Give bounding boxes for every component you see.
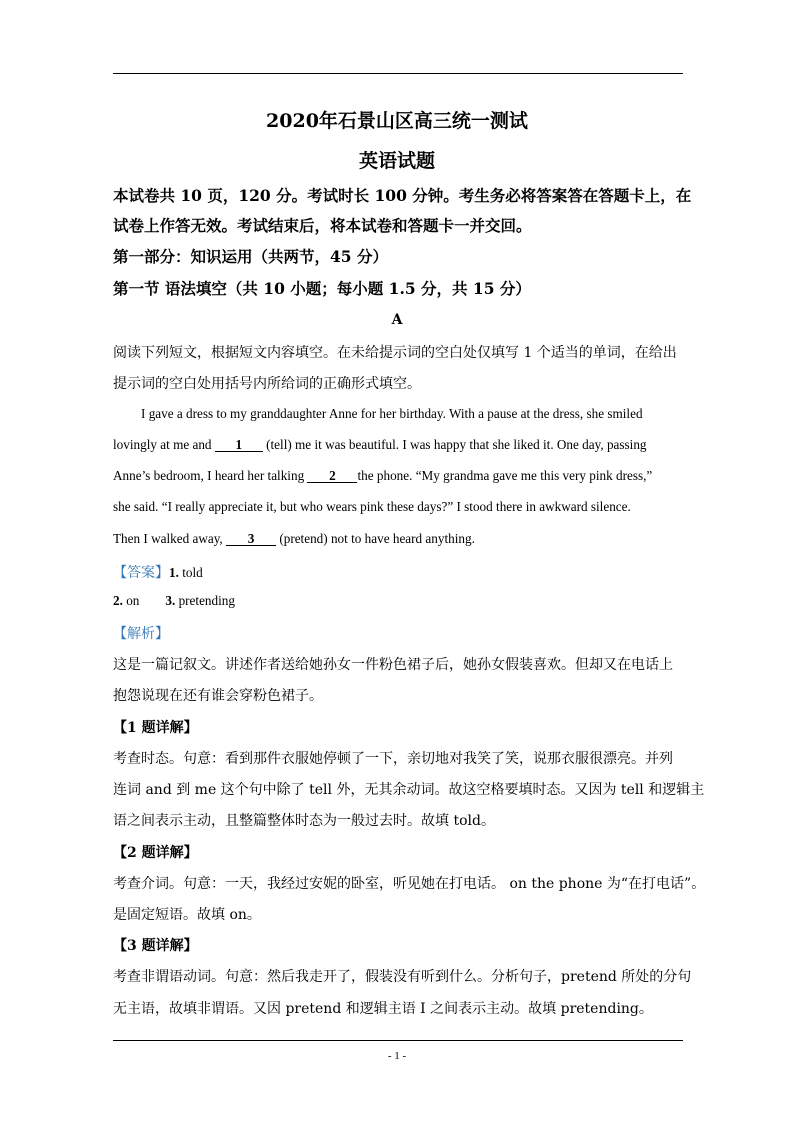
header-rule [113,73,683,74]
passage-label: A [391,312,403,328]
answer-line-2 [113,593,685,609]
passage-text: (pretend) not to have heard anything. [276,531,475,546]
answer-3: pretending [175,593,235,608]
exam-title: 2020年石景山区高三统一测试 [266,110,528,132]
section-heading: 第一节 语法填空（共 10 小题；每小题 1.5 分，共 15 分） [113,279,531,298]
passage-line-4: she said. “I really appreciate it, but who wears pink these days?” I stood there in awkward silence. [113,499,631,514]
passage-line-5 [113,531,685,547]
detail-1-line-1: 考查时态。句意：看到那件衣服她停顿了一下，亲切地对我笑了笑，说那衣服很漂亮。并列 [113,751,673,767]
blank-2: 2 [307,469,357,483]
answer-3-number: 3. [165,593,176,608]
passage-line-1: I gave a dress to my granddaughter Anne for her birthday. With a pause at the dress, she smiled [141,406,643,421]
answer-1: told [178,565,203,580]
answer-1-number: 1. [169,565,179,580]
detail-2-line-2: 是固定短语。故填 on。 [113,907,261,923]
passage-line-2 [113,437,685,453]
passage-text: the phone. “My grandma gave me this very pink dress,” [357,468,653,483]
page-number: - 1 - [387,1050,407,1062]
passage-line-3 [113,468,685,484]
detail-2-line-1: 考查介词。句意：一天，我经过安妮的卧室，听见她在打电话。 on the phone 为“在打电话”。 [113,876,706,892]
answer-2: on [122,593,140,608]
answer-2-number: 2. [113,593,123,608]
answer-line-1 [113,562,685,582]
passage-text: lovingly at me and [113,437,215,452]
detail-1-heading: 【1 题详解】 [113,720,198,736]
analysis-line-2: 抱怨说现在还有谁会穿粉色裙子。 [113,688,323,704]
blank-1: 1 [215,438,263,452]
passage-text: (tell) me it was beautiful. I was happy that she liked it. One day, passing [262,437,647,452]
passage-text: Anne’s bedroom, I heard her talking [113,468,308,483]
instructions-line-1: 本试卷共 10 页，120 分。考试时长 100 分钟。考生务必将答案答在答题卡上，在 [113,186,692,205]
detail-3-line-2: 无主语，故填非谓语。又因 pretend 和逻辑主语 I 之间表示主动。故填 pretending。 [113,1001,653,1017]
analysis-tag: 【解析】 [113,626,169,642]
detail-3-heading: 【3 题详解】 [113,938,198,954]
footer-rule [113,1040,683,1041]
directions-line-2: 提示词的空白处用括号内所给词的正确形式填空。 [113,376,421,392]
analysis-line-1: 这是一篇记叙文。讲述作者送给她孙女一件粉色裙子后，她孙女假装喜欢。但却又在电话上 [113,657,673,673]
blank-3: 3 [226,532,276,546]
directions-line-1: 阅读下列短文，根据短文内容填空。在未给提示词的空白处仅填写 1 个适当的单词，在给出 [113,345,677,361]
answer-tag: 【答案】 [113,566,169,581]
detail-1-line-3: 语之间表示主动，且整篇整体时态为一般过去时。故填 told。 [113,813,495,829]
detail-2-heading: 【2 题详解】 [113,845,198,861]
detail-1-line-2: 连词 and 到 me 这个句中除了 tell 外，无其余动词。故这空格要填时态。又因为 tell 和逻辑主 [113,782,705,798]
exam-subtitle: 英语试题 [358,150,435,172]
passage-text: Then I walked away, [113,531,227,546]
detail-3-line-1: 考查非谓语动词。句意：然后我走开了，假装没有听到什么。分析句子，pretend 所处的分句 [113,969,692,985]
part-heading: 第一部分：知识运用（共两节，45 分） [113,247,388,266]
instructions-line-2: 试卷上作答无效。考试结束后，将本试卷和答题卡一并交回。 [113,216,532,235]
